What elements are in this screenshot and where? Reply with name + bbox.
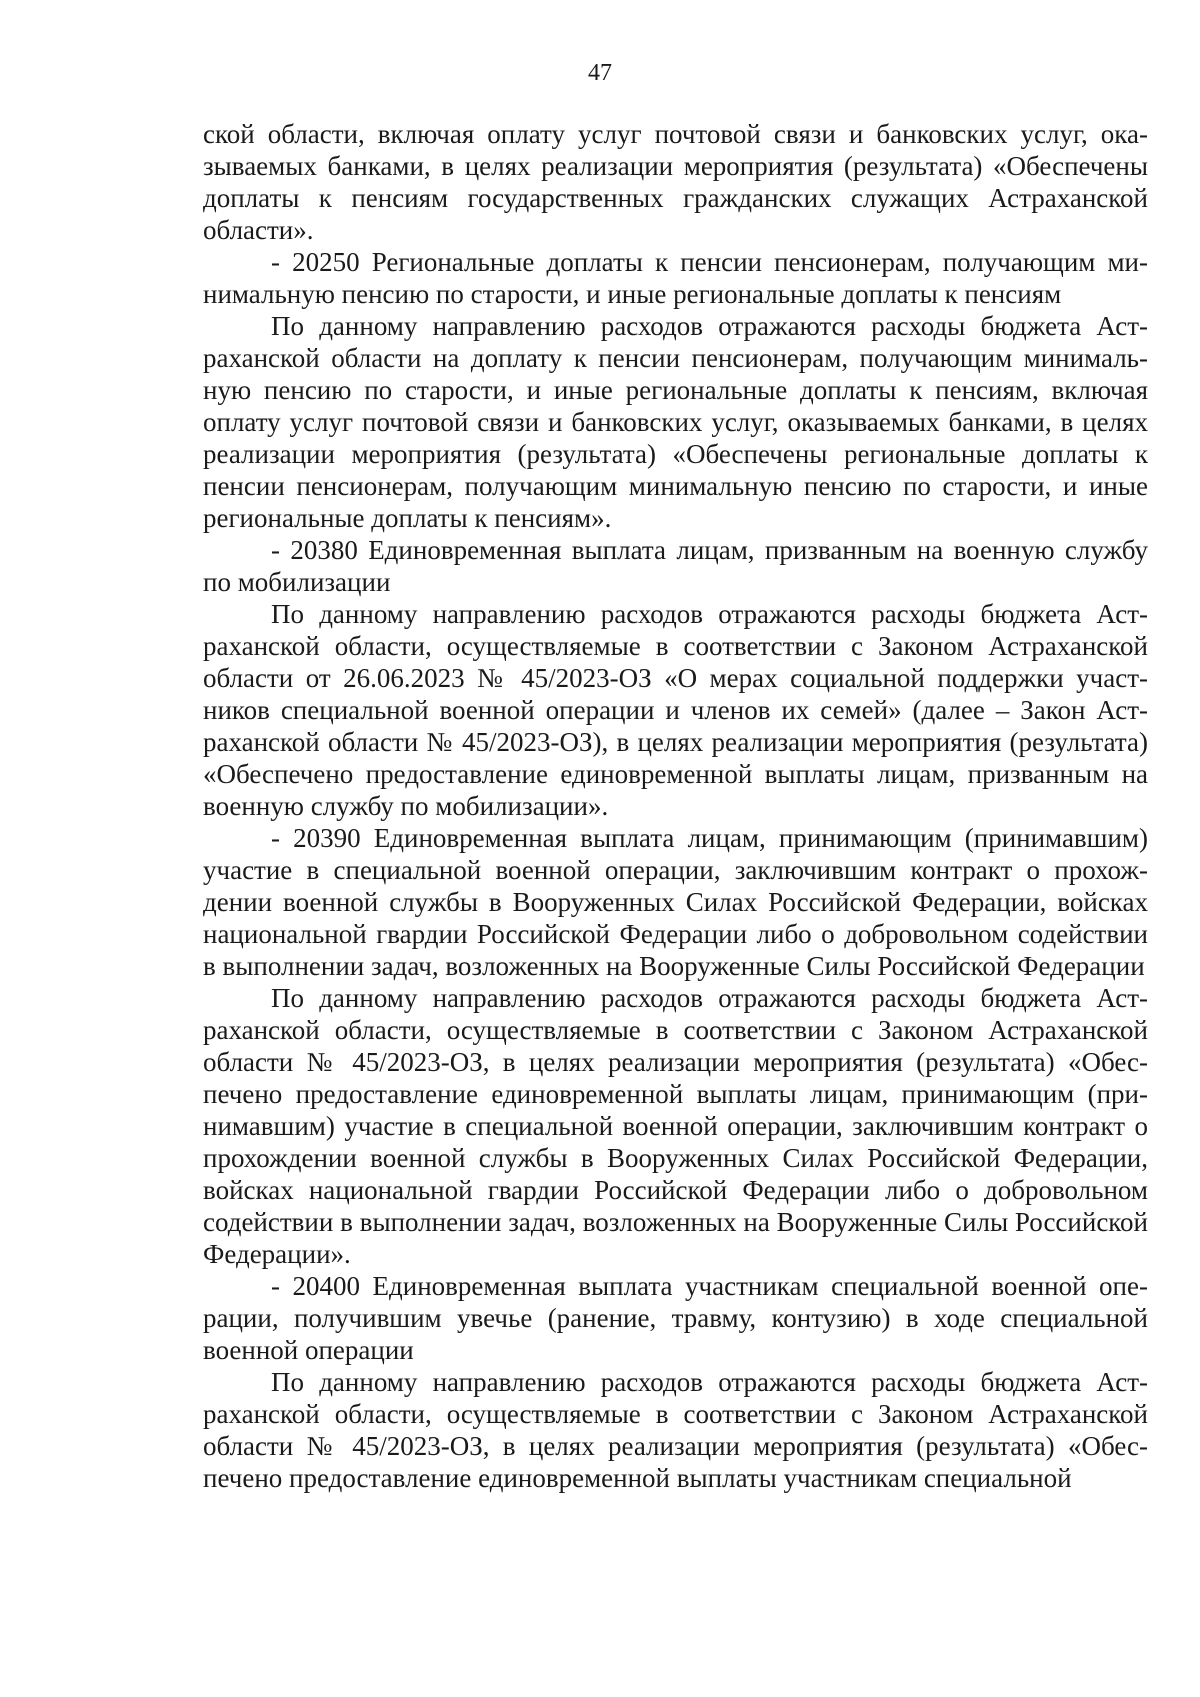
paragraph-item-20400: - 20400 Единовременная выплата участникам специальной военной операции, получившим увечье (ранение, травму, контузию) в ходе специальной военной операции [203, 1271, 1148, 1365]
paragraph-description: По данному направлению расходов отражаются расходы бюджета Астраханской области, осуществляемые в соответствии с Законом Астраханской области № 45/2023-ОЗ, в целях реализации мероприятия (результата) «Обеспечено предоставление единовременной выплаты лицам, принимающим (принимавшим) участие в специальной военной операции, заключившим контракт о прохождении военной службы в Вооруженных Силах Российской Федерации, войсках национальной гвардии Российской Федерации либо о добровольном содействии в выполнении задач, возложенных на Вооруженные Силы Российской Федерации». [203, 983, 1148, 1269]
paragraph-item-20250: - 20250 Региональные доплаты к пенсии пенсионерам, получающим минимальную пенсию по старости, и иные региональные доплаты к пенсиям [203, 247, 1148, 309]
paragraph-description: По данному направлению расходов отражаются расходы бюджета Астраханской области на доплату к пенсии пенсионерам, получающим минимальную пенсию по старости, и иные региональные доплаты к пенсиям, включая оплату услуг почтовой связи и банковских услуг, оказываемых банками, в целях реализации мероприятия (результата) «Обеспечены региональные доплаты к пенсии пенсионерам, получающим минимальную пенсию по старости, и иные региональные доплаты к пенсиям». [203, 311, 1148, 533]
paragraph-description: По данному направлению расходов отражаются расходы бюджета Астраханской области, осуществляемые в соответствии с Законом Астраханской области № 45/2023-ОЗ, в целях реализации мероприятия (результата) «Обеспечено предоставление единовременной выплаты участникам специальной [203, 1367, 1148, 1493]
paragraph-item-20390: - 20390 Единовременная выплата лицам, принимающим (принимавшим) участие в специальной военной операции, заключившим контракт о прохождении военной службы в Вооруженных Силах Российской Федерации, войсках национальной гвардии Российской Федерации либо о добровольном содействии в выполнении задач, возложенных на Вооруженные Силы Российской Федерации [203, 823, 1148, 981]
paragraph-continuation: ской области, включая оплату услуг почтовой связи и банковских услуг, оказываемых банками, в целях реализации мероприятия (результата) «Обеспечены доплаты к пенсиям государственных гражданских служащих Астраханской области». [203, 119, 1148, 245]
paragraph-item-20380: - 20380 Единовременная выплата лицам, призванным на военную службу по мобилизации [203, 535, 1148, 597]
page-number: 47 [588, 60, 612, 86]
document-body [203, 118, 1148, 1494]
paragraph-description: По данному направлению расходов отражаются расходы бюджета Астраханской области, осуществляемые в соответствии с Законом Астраханской области от 26.06.2023 № 45/2023-ОЗ «О мерах социальной поддержки участников специальной военной операции и членов их семей» (далее – Закон Астраханской области № 45/2023-ОЗ), в целях реализации мероприятия (результата) «Обеспечено предоставление единовременной выплаты лицам, призванным на военную службу по мобилизации». [203, 599, 1148, 821]
